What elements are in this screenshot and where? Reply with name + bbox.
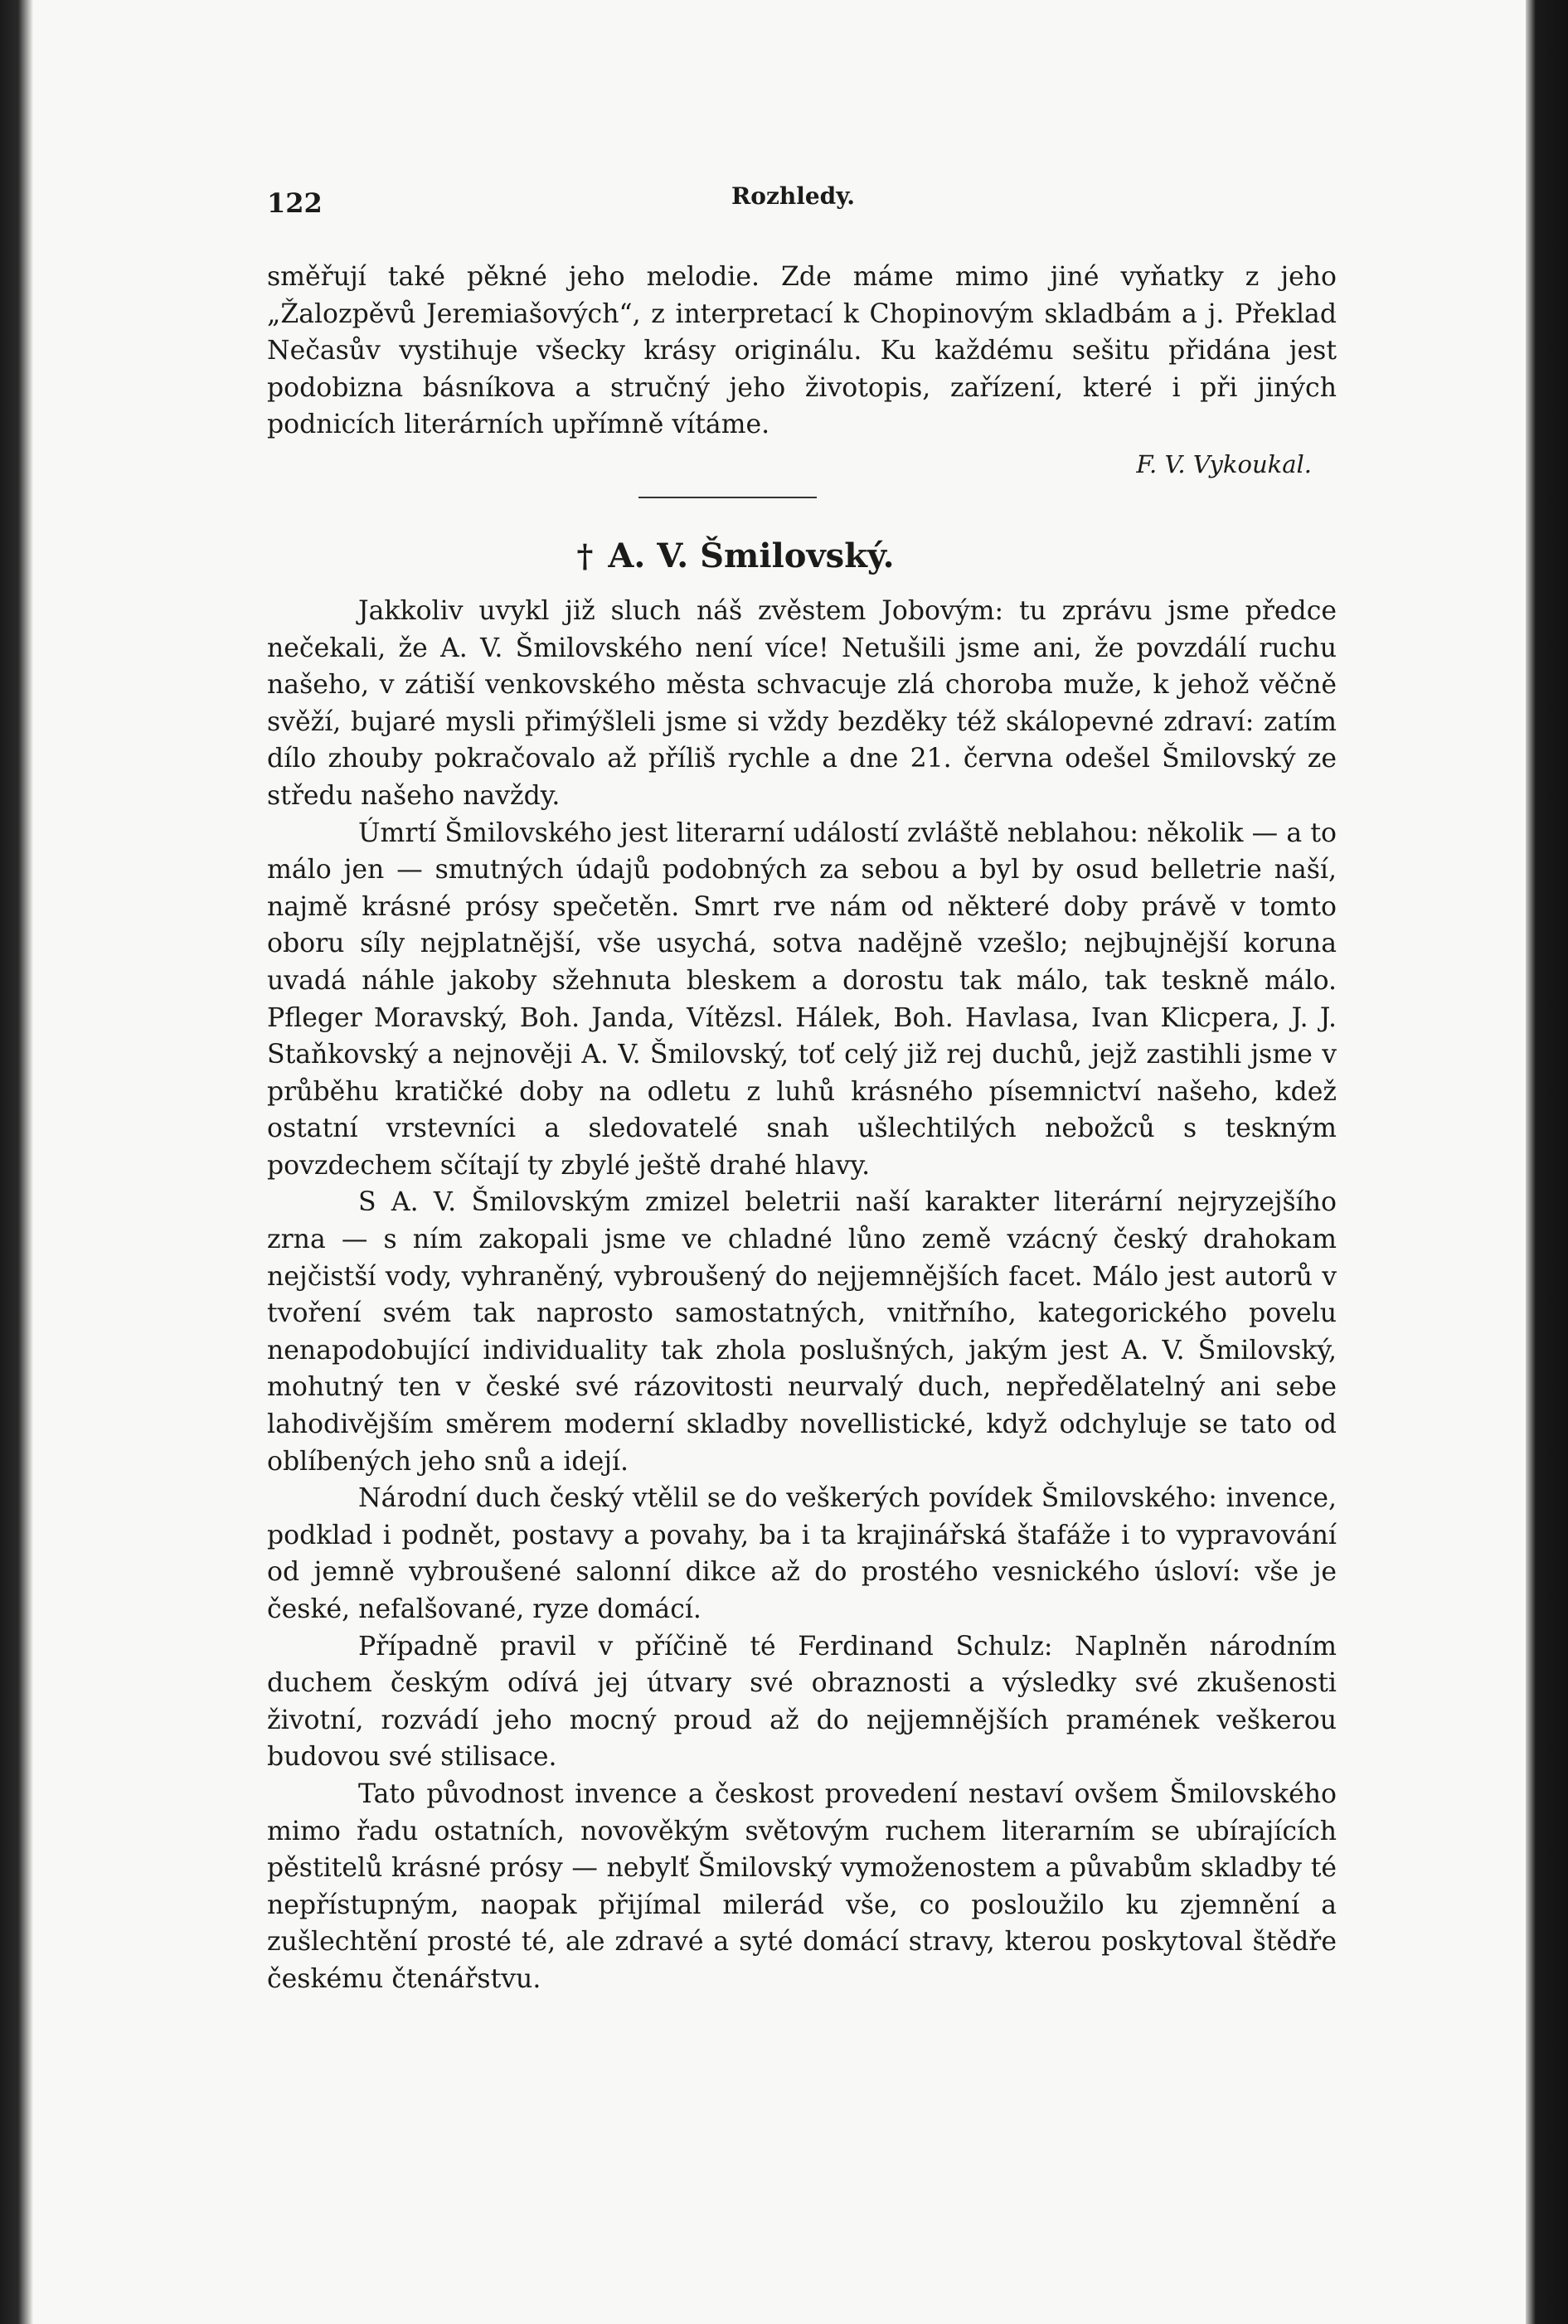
obituary-paragraph-6: Tato původnost invence a českost provedení nestaví ovšem Šmilovského mimo řadu ostatních, novověkým světovým ruchem literarním se ubírajících pěstitelů krásné prósy — nebylť Šmilovský vymoženostem a půvabům skladby té nepřístupným, naopak přijímal milerád vše, co posloužilo ku zjemnění a zušlechtění prosté té, ale zdravé a syté domácí stravy, kterou poskytoval štědře českému čtenářstvu. xyxy=(267,1778,1337,1994)
page-content xyxy=(267,174,1337,1998)
review-paragraph: směřují také pěkné jeho melodie. Zde máme mimo jiné vyňatky z jeho „Žalozpěvů Jeremiašových“, z interpretací k Chopinovým skladbám a j. Překlad Nečasův vystihuje všecky krásy originálu. Ku každému sešitu přidána jest podobizna básníkova a stručný jeho životopis, zařízení, které i při jiných podnicích literárních upřímně vítáme. xyxy=(267,262,1337,440)
obituary-title-text: A. V. Šmilovský. xyxy=(608,536,895,575)
obituary-paragraph-1: Jakkoliv uvykl již sluch náš zvěstem Jobovým: tu zprávu jsme předce nečekali, že A. V. Šmilovského není více! Netušili jsme ani, že povzdálí ruchu našeho, v zátiší venkovského města schvacuje zlá choroba muže, k jehož věčně svěží, bujaré mysli přimýšleli jsme si vždy bezděky též skálopevné zdraví: zatím dílo zhouby pokračovalo až příliš rychle a dne 21. června odešel Šmilovský ze středu našeho navždy. xyxy=(267,595,1337,811)
section-divider xyxy=(638,497,817,498)
obituary-title xyxy=(201,531,1270,581)
obituary-paragraph-4: Národní duch český vtělil se do veškerých povídek Šmilovského: invence, podklad i podnět, postavy a povahy, ba i ta krajinářská štafáže i to vypravování od jemně vybroušené salonní dikce až do prostého vesnického úsloví: vše je české, nefalšované, ryze domácí. xyxy=(267,1483,1337,1624)
running-title: Rozhledy. xyxy=(731,182,856,210)
review-signature: F. V. Vykoukal. xyxy=(1136,449,1312,478)
page-header xyxy=(267,174,1337,224)
page-number: 122 xyxy=(267,187,323,219)
obituary-paragraph-3: S A. V. Šmilovským zmizel beletrii naší karakter literární nejryzejšího zrna — s ním zakopali jsme ve chladné lůno země vzácný český drahokam nejčistší vody, vyhraněný, vybroušený do nejjemnějších facet. Málo jest autorů v tvoření svém tak naprosto samostatných, vnitřního, kategorického povelu nenapodobující individuality tak zhola poslušných, jakým jest A. V. Šmilovský, mohutný ten v české své rázovitosti neurvalý duch, nepředělatelný ani sebe lahodivějším směrem moderní skladby novellistické, když odchyluje se tato od oblíbených jeho snů a idejí. xyxy=(267,1187,1337,1477)
obituary-paragraph-5: Případně pravil v příčině té Ferdinand Schulz: Naplněn národním duchem českým odívá jej útvary své obraznosti a výsledky své zkušenosti životní, rozvádí jeho mocný proud až do nejjemnějších pramének veškerou budovou své stilisace. xyxy=(267,1631,1337,1773)
obituary-paragraph-2: Úmrtí Šmilovského jest literarní událostí zvláště neblahou: několik — a to málo jen — smutných údajů podobných za sebou a byl by osud belletrie naší, najmě krásné prósy spečetěn. Smrt rve nám od některé doby právě v tomto oboru síly nejplatnější, vše usychá, sotva nadějně vzešlo; nejbujnější koruna uvadá náhle jakoby sžehnuta bleskem a dorostu tak málo, tak teskně málo. Pfleger Moravský, Boh. Janda, Vítězsl. Hálek, Boh. Havlasa, Ivan Klicpera, J. J. Staňkovský a nejnověji A. V. Šmilovský, toť celý již rej duchů, jejž zastihli jsme v průběhu kratičké doby na odletu z luhů krásného písemnictví našeho, kdež ostatní vrstevníci a sledovatelé snah ušlechtilých nebožců s teskným povzdechem sčítají ty zbylé ještě drahé hlavy. xyxy=(267,818,1337,1181)
cross-symbol: † xyxy=(576,536,594,575)
